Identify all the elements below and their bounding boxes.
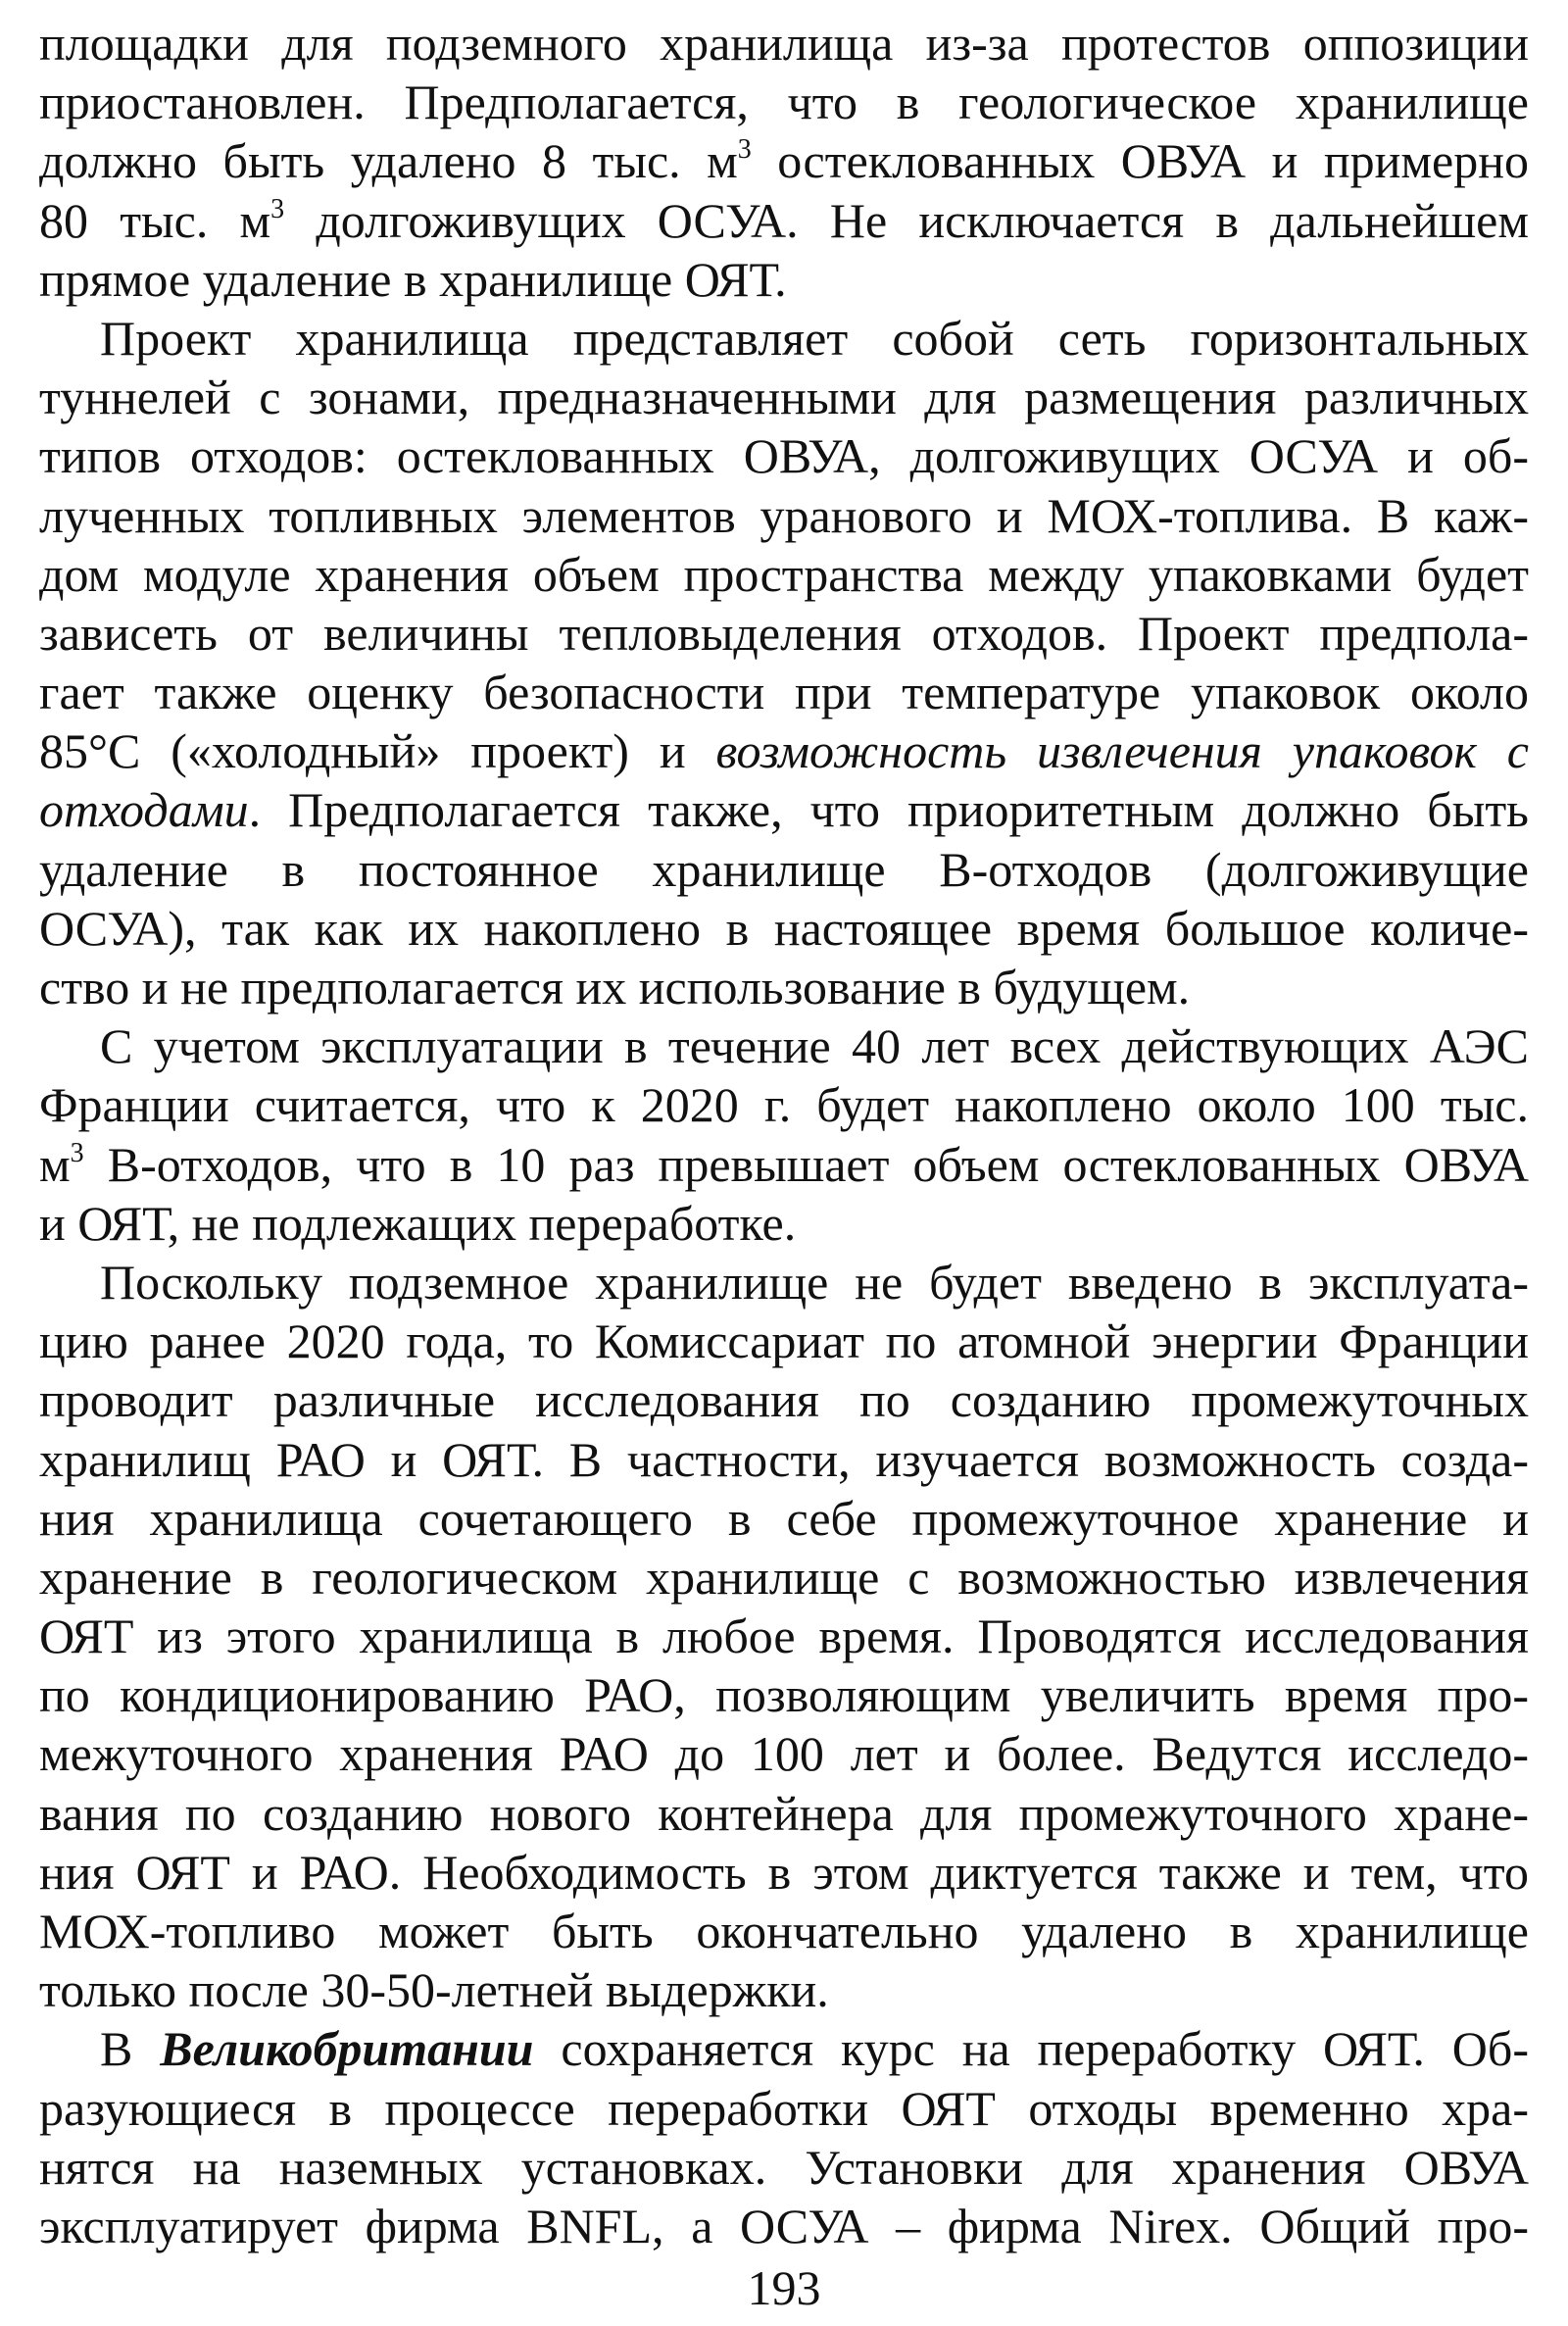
text-span: м (39, 1136, 71, 1192)
text-line: МОХ-топливо может быть окончательно удалено в хранилище (39, 1904, 1529, 1958)
italic-span: отходами (39, 782, 249, 838)
text-line: только после 30-50-летней выдержки. (39, 1962, 829, 2018)
text-span: . Предполагается также, что приоритетным должно быть (248, 782, 1529, 838)
superscript: 3 (270, 193, 285, 224)
text-line: туннелей с зонами, предназначенными для размещения различных (39, 370, 1529, 425)
paragraph-4 (39, 1253, 1529, 2019)
text-line: ния хранилища сочетающего в себе промежуточное хранение и (39, 1490, 1529, 1546)
text-line: гает также оценку безопасности при температуре упаковок около (39, 665, 1529, 720)
text-line: цию ранее 2020 года, то Комиссариат по атомной энергии Франции (39, 1313, 1529, 1369)
text-line: Проект хранилища представляет собой сеть горизонтальных (100, 310, 1529, 366)
text-line (39, 721, 1529, 780)
superscript: 3 (70, 1137, 84, 1168)
text-line: площадки для подземного хранилища из-за протестов оппозиции (39, 16, 1529, 71)
paragraph-1 (39, 14, 1529, 309)
text-line: Поскольку подземное хранилище не будет введено в эксплуата- (100, 1254, 1529, 1310)
text-line: ОЯТ из этого хранилища в любое время. Проводятся исследования (39, 1608, 1529, 1664)
text-line: вания по созданию нового контейнера для промежуточного хране- (39, 1785, 1529, 1841)
paragraph-2 (39, 309, 1529, 1016)
text-line: зависеть от величины тепловыделения отходов. Проект предпола- (39, 605, 1529, 661)
text-line: разующиеся в процессе переработки ОЯТ отходы временно хра- (39, 2080, 1529, 2136)
page-number: 193 (747, 2260, 821, 2315)
text-line: и ОЯТ, не подлежащих переработке. (39, 1195, 797, 1251)
text-span: должно быть удалено 8 тыс. м (39, 133, 738, 189)
text-line (39, 2019, 1529, 2078)
text-line (39, 1135, 1529, 1194)
text-line: межуточного хранения РАО до 100 лет и более. Ведутся исследо- (39, 1726, 1529, 1782)
text-line (39, 131, 1529, 190)
text-line: С учетом эксплуатации в течение 40 лет всех действующих АЭС (100, 1018, 1529, 1074)
document-page (39, 14, 1529, 2255)
text-line: лученных топливных элементов уранового и МОХ-топлива. В каж- (39, 487, 1529, 543)
text-line (39, 780, 1529, 839)
text-line: приостановлен. Предполагается, что в геологическое хранилище (39, 74, 1529, 130)
text-line: ния ОЯТ и РАО. Необходимость в этом диктуется также и тем, что (39, 1844, 1529, 1900)
text-span: 85°С («холодный» проект) и (39, 723, 716, 779)
text-span: остеклованных ОВУА и примерно (751, 133, 1529, 189)
text-line: прямое удаление в хранилище ОЯТ. (39, 251, 787, 307)
text-line: проводит различные исследования по созданию промежуточных (39, 1372, 1529, 1428)
text-line: ство и не предполагается их использование в будущем. (39, 960, 1191, 1015)
text-line: дом модуле хранения объем пространства между упаковками будет (39, 546, 1529, 602)
text-line: эксплуатирует фирма BNFL, а ОСУА – фирма Nirex. Общий про- (39, 2198, 1529, 2253)
text-span: долгоживущих ОСУА. Не исключается в дальнейшем (284, 192, 1530, 248)
bold-italic-span: Великобритании (160, 2021, 534, 2077)
italic-span: возможность извлечения упаковок с (715, 723, 1529, 779)
text-span: 80 тыс. м (39, 192, 271, 248)
text-line: ОСУА), так как их накоплено в настоящее время большое количе- (39, 900, 1529, 956)
text-line: хранение в геологическом хранилище с возможностью извлечения (39, 1549, 1529, 1605)
text-line: типов отходов: остеклованных ОВУА, долгоживущих ОСУА и об- (39, 428, 1529, 484)
superscript: 3 (737, 134, 752, 166)
text-span: сохраняется курс на переработку ОЯТ. Об- (533, 2021, 1529, 2077)
text-line: удаление в постоянное хранилище В-отходов (долгоживущие (39, 841, 1529, 897)
text-line: по кондиционированию РАО, позволяющим увеличить время про- (39, 1667, 1529, 1723)
text-span: В-отходов, что в 10 раз превышает объем остеклованных ОВУА (83, 1136, 1529, 1192)
text-line (39, 191, 1529, 250)
text-line: Франции считается, что к 2020 г. будет накоплено около 100 тыс. (39, 1077, 1529, 1133)
paragraph-3 (39, 1016, 1529, 1253)
paragraph-5 (39, 2019, 1529, 2255)
text-line: нятся на наземных установках. Установки для хранения ОВУА (39, 2139, 1529, 2195)
text-span: В (100, 2021, 161, 2077)
text-line: хранилищ РАО и ОЯТ. В частности, изучается возможность созда- (39, 1431, 1529, 1487)
